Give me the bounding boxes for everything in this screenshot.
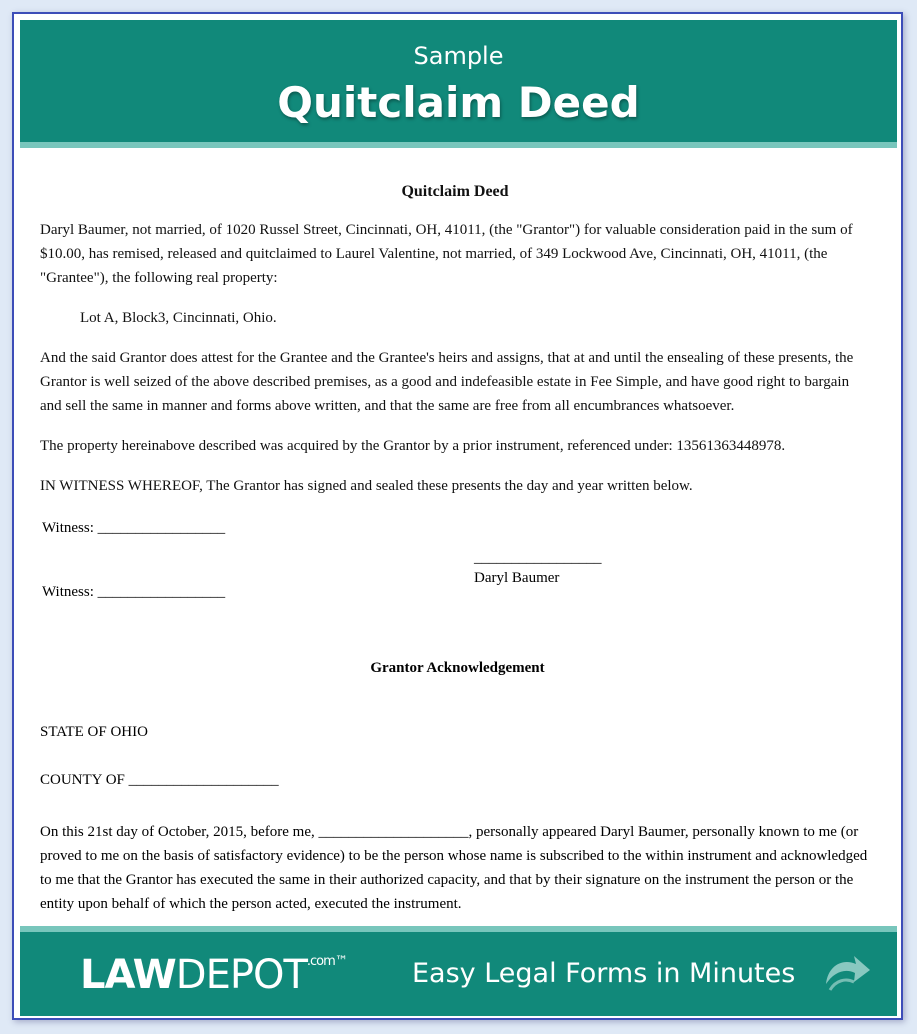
header-banner (20, 20, 897, 148)
lawdepot-logo[interactable] (80, 952, 347, 998)
footer-banner (20, 932, 897, 1016)
arrow-logo-icon (820, 950, 872, 996)
document-title: Quitclaim Deed (401, 183, 509, 200)
header-title: Quitclaim Deed (277, 78, 640, 127)
acknowledgement-paragraph: On this 21st day of October, 2015, before me, ____________________, personally appeared Daryl Baumer, personally known to me (or proved to me on the basis of satisfactory evidence) to be the person whose name is subscribed to the within instrument and acknowledged to me that the Grantor has executed the same in their authorized capacity, and that by their signature on the instrument the person or the entity upon behalf of which the person acted, executed the instrument. (40, 824, 868, 912)
state-line: STATE OF OHIO (40, 724, 148, 740)
property-description: Lot A, Block3, Cincinnati, Ohio. (80, 310, 277, 326)
tagline: Easy Legal Forms in Minutes (412, 958, 796, 989)
witness-whereof-paragraph: IN WITNESS WHEREOF, The Grantor has signed and sealed these presents the day and year written below. (40, 478, 693, 494)
warranty-paragraph: And the said Grantor does attest for the Grantee and the Grantee's heirs and assigns, that at and until the ensealing of these presents, the Grantor is well seized of the above described premises, as a good and indefeasible estate in Fee Simple, and have good right to bargain and sell the same in manner and forms above written, and that the same are free from all encumbrances whatsoever. (40, 350, 854, 414)
signer-name: Daryl Baumer (474, 570, 560, 586)
brand-bold: LAW (80, 952, 176, 998)
prior-instrument-paragraph: The property hereinabove described was acquired by the Grantor by a prior instrument, referenced under: 13561363448978. (40, 438, 786, 454)
signature-line: _________________ (474, 550, 602, 566)
header-accent-bar (20, 142, 897, 148)
county-line: COUNTY OF ____________________ (40, 772, 279, 788)
acknowledgement-title: Grantor Acknowledgement (370, 660, 545, 676)
witness-line-1 (42, 520, 225, 537)
witness-line-2 (42, 584, 225, 601)
witness-blank: _________________ (97, 584, 226, 600)
witness-label: Witness: (42, 584, 94, 600)
witness-label: Witness: (42, 520, 94, 536)
document-frame (12, 12, 903, 1020)
grant-paragraph: Daryl Baumer, not married, of 1020 Russel Street, Cincinnati, OH, 41011, (the "Grantor") for valuable consideration paid in the sum of $10.00, has remised, released and quitclaimed to Laurel Valentine, not married, of 349 Lockwood Ave, Cincinnati, OH, 41011, (the "Grantee"), the following real property: (40, 222, 853, 286)
brand-regular: DEPOT (175, 952, 307, 998)
deed-document (40, 180, 870, 514)
brand-suffix: .com™ (306, 954, 347, 969)
header-subtitle: Sample (413, 42, 504, 70)
witness-blank: _________________ (97, 520, 226, 536)
